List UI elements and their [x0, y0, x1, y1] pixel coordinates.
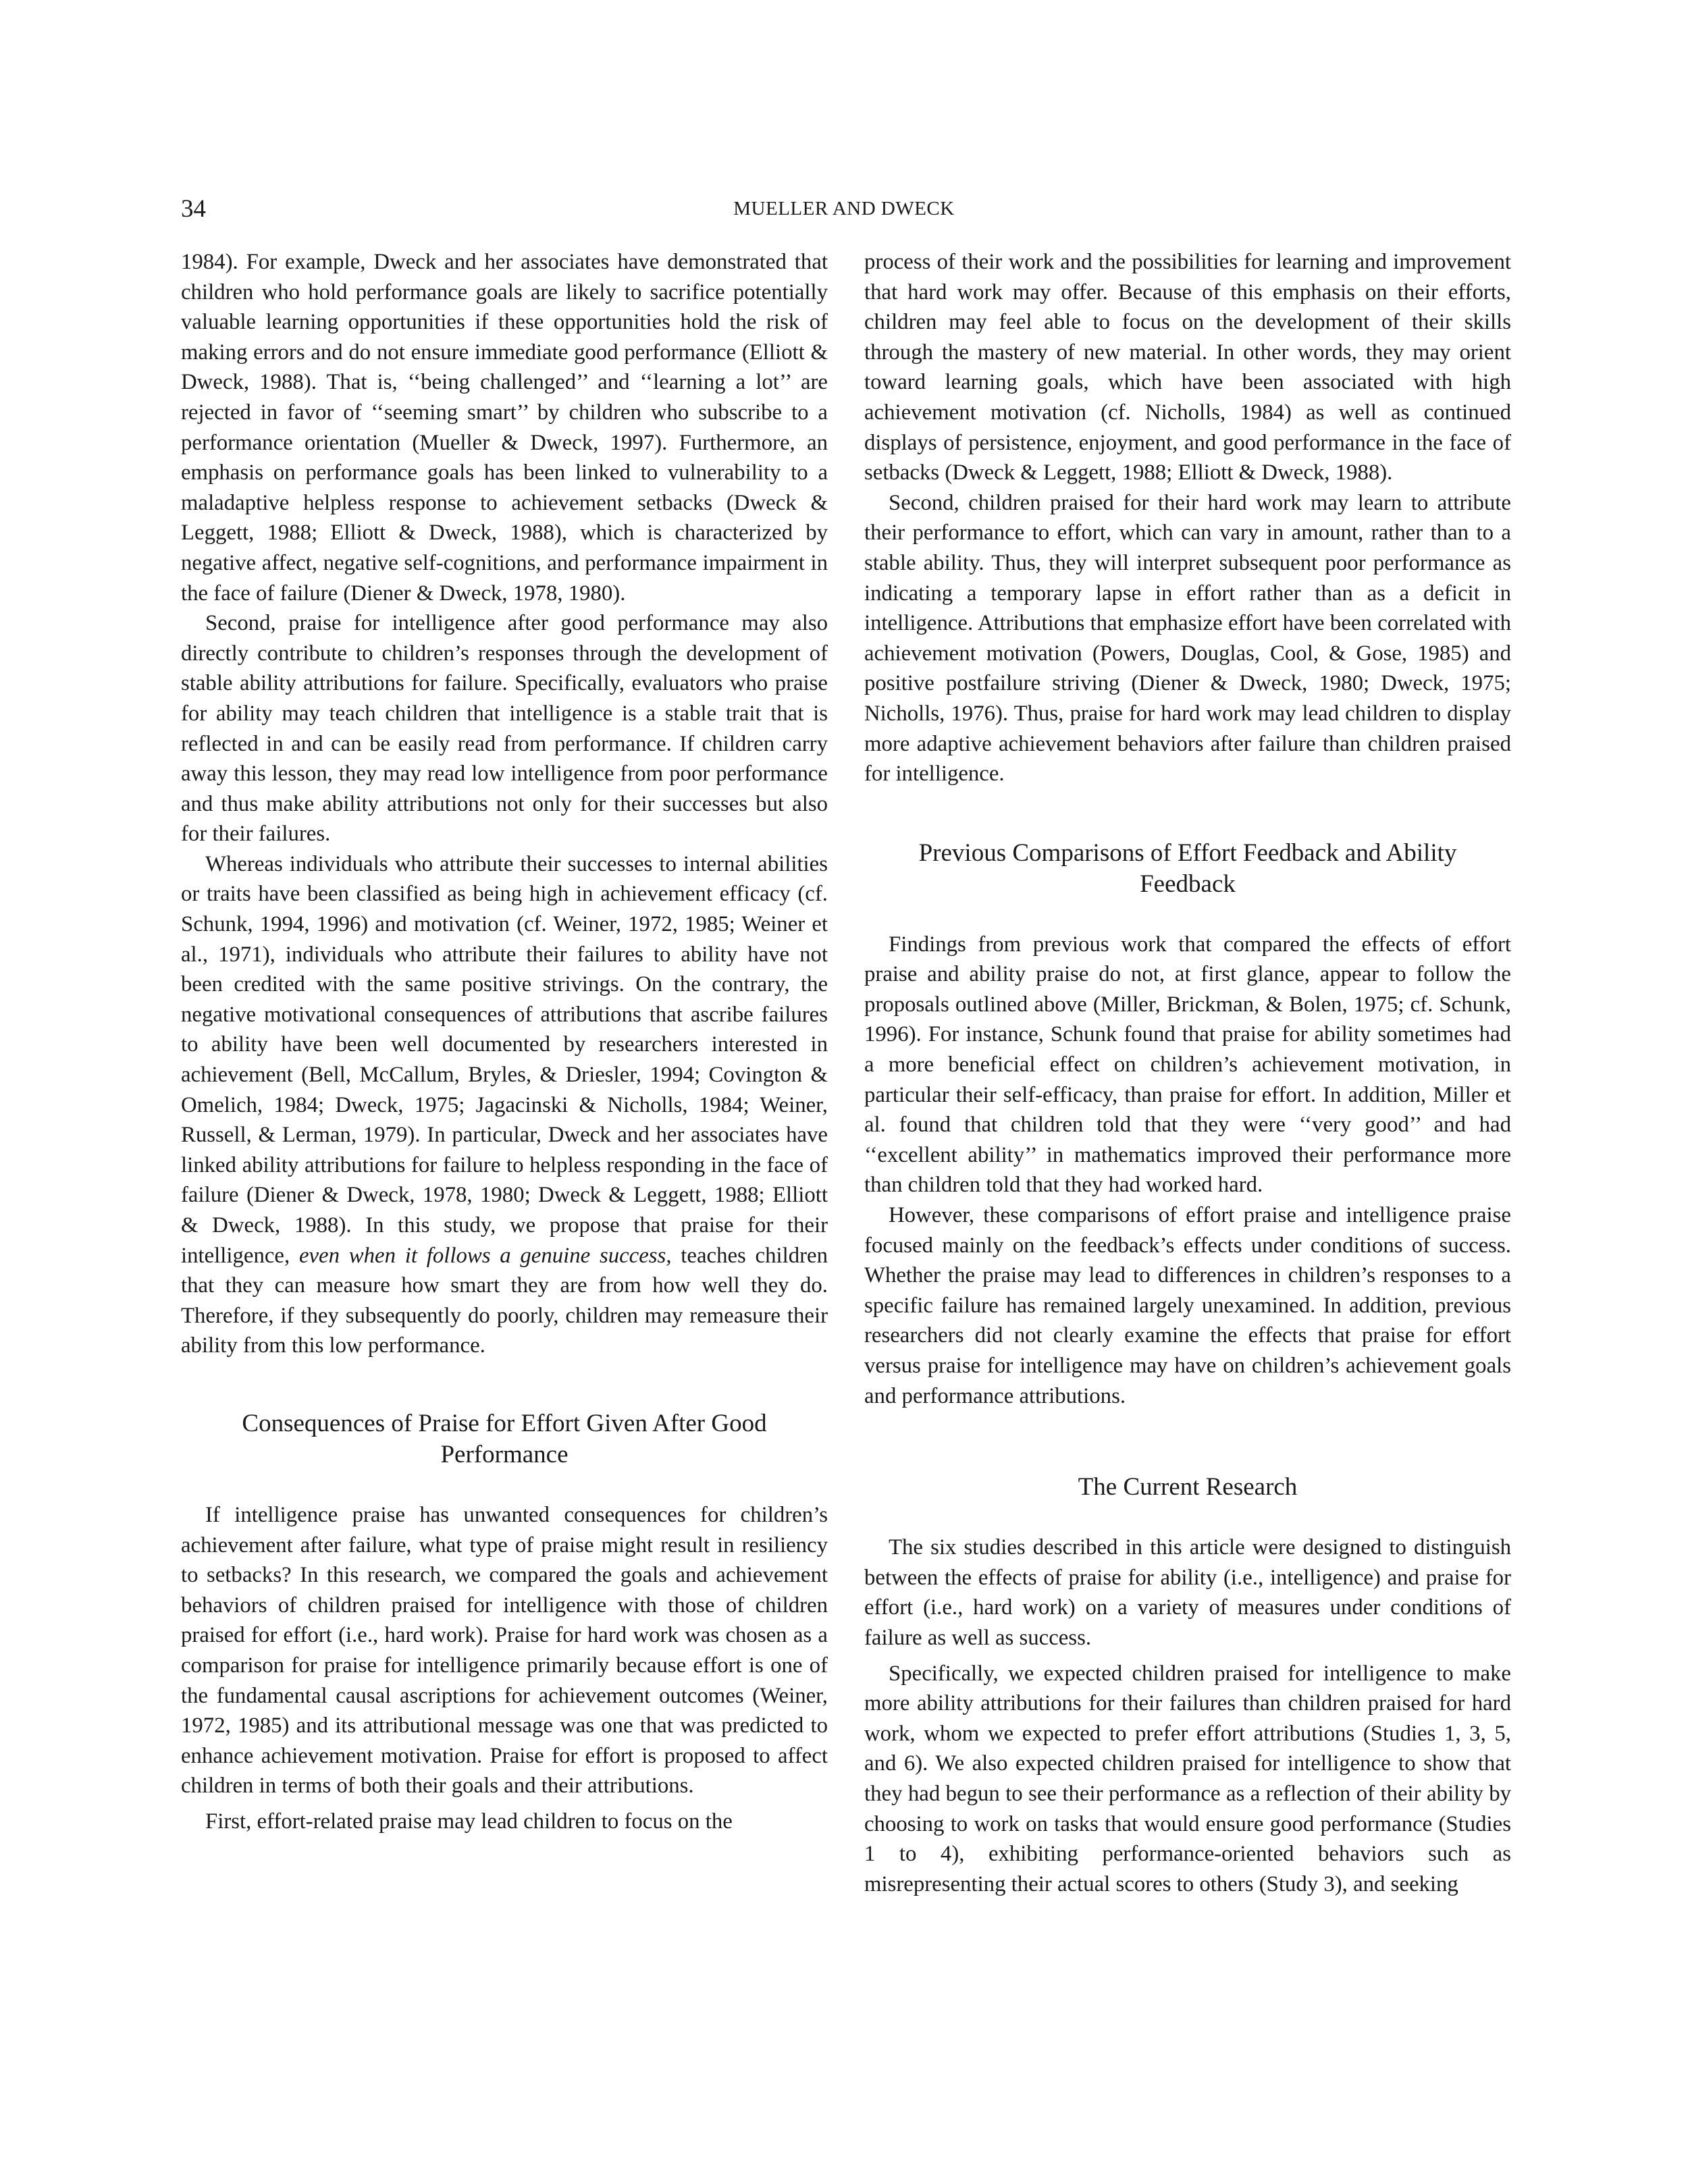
paragraph: Findings from previous work that compared the effects of effort praise and ability praise do not, at first glance, appear to follow the proposals outlined above (Miller, Brickman, & Bolen, 1975; cf. Schunk, 1996). For instance, Schunk found that praise for ability sometimes had a more beneficial effect on children’s achievement motivation, in particular their self-efficacy, than praise for effort. In addition, Miller et al. found that children told that they were ‘‘very good’’ and had ‘‘excellent ability’’ in mathematics improved their performance more than children told that they had worked hard. [864, 932, 1511, 1198]
paragraph: However, these comparisons of effort praise and intelligence praise focused mainly on the feedback’s effects under conditions of success. Whether the praise may lead to differences in children’s responses to a specific failure has remained largely unexamined. In addition, previous researchers did not clearly examine the effects that praise for effort versus praise for intelligence may have on children’s achievement goals and performance attributions. [864, 1203, 1511, 1408]
right-column [864, 247, 1511, 1899]
paragraph: First, effort-related praise may lead children to focus on the [205, 1809, 733, 1834]
page-number: 34 [181, 195, 206, 223]
paragraph: Second, praise for intelligence after good performance may also directly contribute to children’s responses through the development of stable ability attributions for failure. Specifically, evaluators who praise for ability may teach children that intelligence is a stable trait that is reflected in and can be easily read from performance. If children carry away this lesson, they may read low intelligence from poor performance and thus make ability attributions not only for their successes but also for their failures. [181, 611, 828, 847]
paragraph: Second, children praised for their hard work may learn to attribute their performance to effort, which can vary in amount, rather than to a stable ability. Thus, they will interpret subsequent poor performance as indicating a temporary lapse in effort rather than as a deficit in intelligence. Attributions that emphasize effort have been correlated with achievement motivation (Powers, Douglas, Cool, & Gose, 1985) and positive postfailure striving (Diener & Dweck, 1980; Dweck, 1975; Nicholls, 1976). Thus, praise for hard work may lead children to display more adaptive achievement behaviors after failure than children praised for intelligence. [864, 490, 1511, 787]
paragraph-text: teaches children that they can measure how smart they are from how well they do. Therefore, if they subsequently do poorly, children may remeasure their ability from this low performance. [181, 1243, 828, 1358]
paragraph: 1984). For example, Dweck and her associates have demonstrated that children who hold performance goals are likely to sacrifice potentially valuable learning opportunities if these opportunities hold the risk of making errors and do not ensure immediate good performance (Elliott & Dweck, 1988). That is, ‘‘being challenged’’ and ‘‘learning a lot’’ are rejected in favor of ‘‘seeming smart’’ by children who subscribe to a performance orientation (Mueller & Dweck, 1997). Furthermore, an emphasis on performance goals has been linked to vulnerability to a maladaptive helpless response to achievement setbacks (Dweck & Leggett, 1988; Elliott & Dweck, 1988), which is characterized by negative affect, negative self-cognitions, and performance impairment in the face of failure (Diener & Dweck, 1978, 1980). [181, 250, 828, 606]
section-heading: The Current Research [1078, 1473, 1298, 1501]
emphasized-text: even when it follows a genuine success, [298, 1243, 672, 1268]
paragraph: If intelligence praise has unwanted consequences for children’s achievement after failure, what type of praise might result in resiliency to setbacks? In this research, we compared the goals and achievement behaviors of children praised for intelligence with those of children praised for effort (i.e., hard work). Praise for hard work was chosen as a comparison for praise for intelligence primarily because effort is one of the fundamental causal ascriptions for achievement outcomes (Weiner, 1972, 1985) and its attributional message was one that was predicted to enhance achievement motivation. Praise for effort is proposed to affect children in terms of both their goals and their attributions. [181, 1502, 828, 1799]
running-head: MUELLER AND DWECK [733, 198, 955, 219]
paragraph: The six studies described in this article were designed to distinguish between the effects of praise for ability (i.e., intelligence) and praise for effort (i.e., hard work) on a variety of measures under conditions of failure as well as success. [864, 1535, 1511, 1650]
section-heading: Consequences of Praise for Effort Given After Good Performance [242, 1409, 767, 1468]
section-heading: Previous Comparisons of Effort Feedback and Ability Feedback [918, 838, 1457, 898]
paragraph: process of their work and the possibilities for learning and improvement that hard work may offer. Because of this emphasis on their efforts, children may feel able to focus on the development of their skills through the mastery of new material. In other words, they may orient toward learning goals, which have been associated with high achievement motivation (cf. Nicholls, 1984) as well as continued displays of persistence, enjoyment, and good performance in the face of setbacks (Dweck & Leggett, 1988; Elliott & Dweck, 1988). [864, 250, 1511, 485]
paragraph [181, 849, 828, 1361]
paragraph-text: Whereas individuals who attribute their successes to internal abilities or traits have been classified as being high in achievement efficacy (cf. Schunk, 1994, 1996) and motivation (cf. Weiner, 1972, 1985; Weiner et al., 1971), individuals who attribute their failures to ability have not been credited with the same positive strivings. On the contrary, the negative motivational consequences of attributions that ascribe failures to ability have been well documented by researchers interested in achievement (Bell, McCallum, Bryles, & Driesler, 1994; Covington & Omelich, 1984; Dweck, 1975; Jagacinski & Nicholls, 1984; Weiner, Russell, & Lerman, 1979). In particular, Dweck and her associates have linked ability attributions for failure to helpless responding in the face of failure (Diener & Dweck, 1978, 1980; Dweck & Leggett, 1988; Elliott & Dweck, 1988). In this study, we propose that praise for their intelligence, [181, 851, 828, 1268]
paragraph: Specifically, we expected children praised for intelligence to make more ability attributions for their failures than children praised for hard work, whom we expected to prefer effort attributions (Studies 1, 3, 5, and 6). We also expected children praised for intelligence to show that they had begun to see their performance as a reflection of their ability by choosing to work on tasks that would ensure good performance (Studies 1 to 4), exhibiting performance-oriented behaviors such as misrepresenting their actual scores to others (Study 3), and seeking [864, 1661, 1511, 1896]
left-column [181, 247, 828, 1837]
